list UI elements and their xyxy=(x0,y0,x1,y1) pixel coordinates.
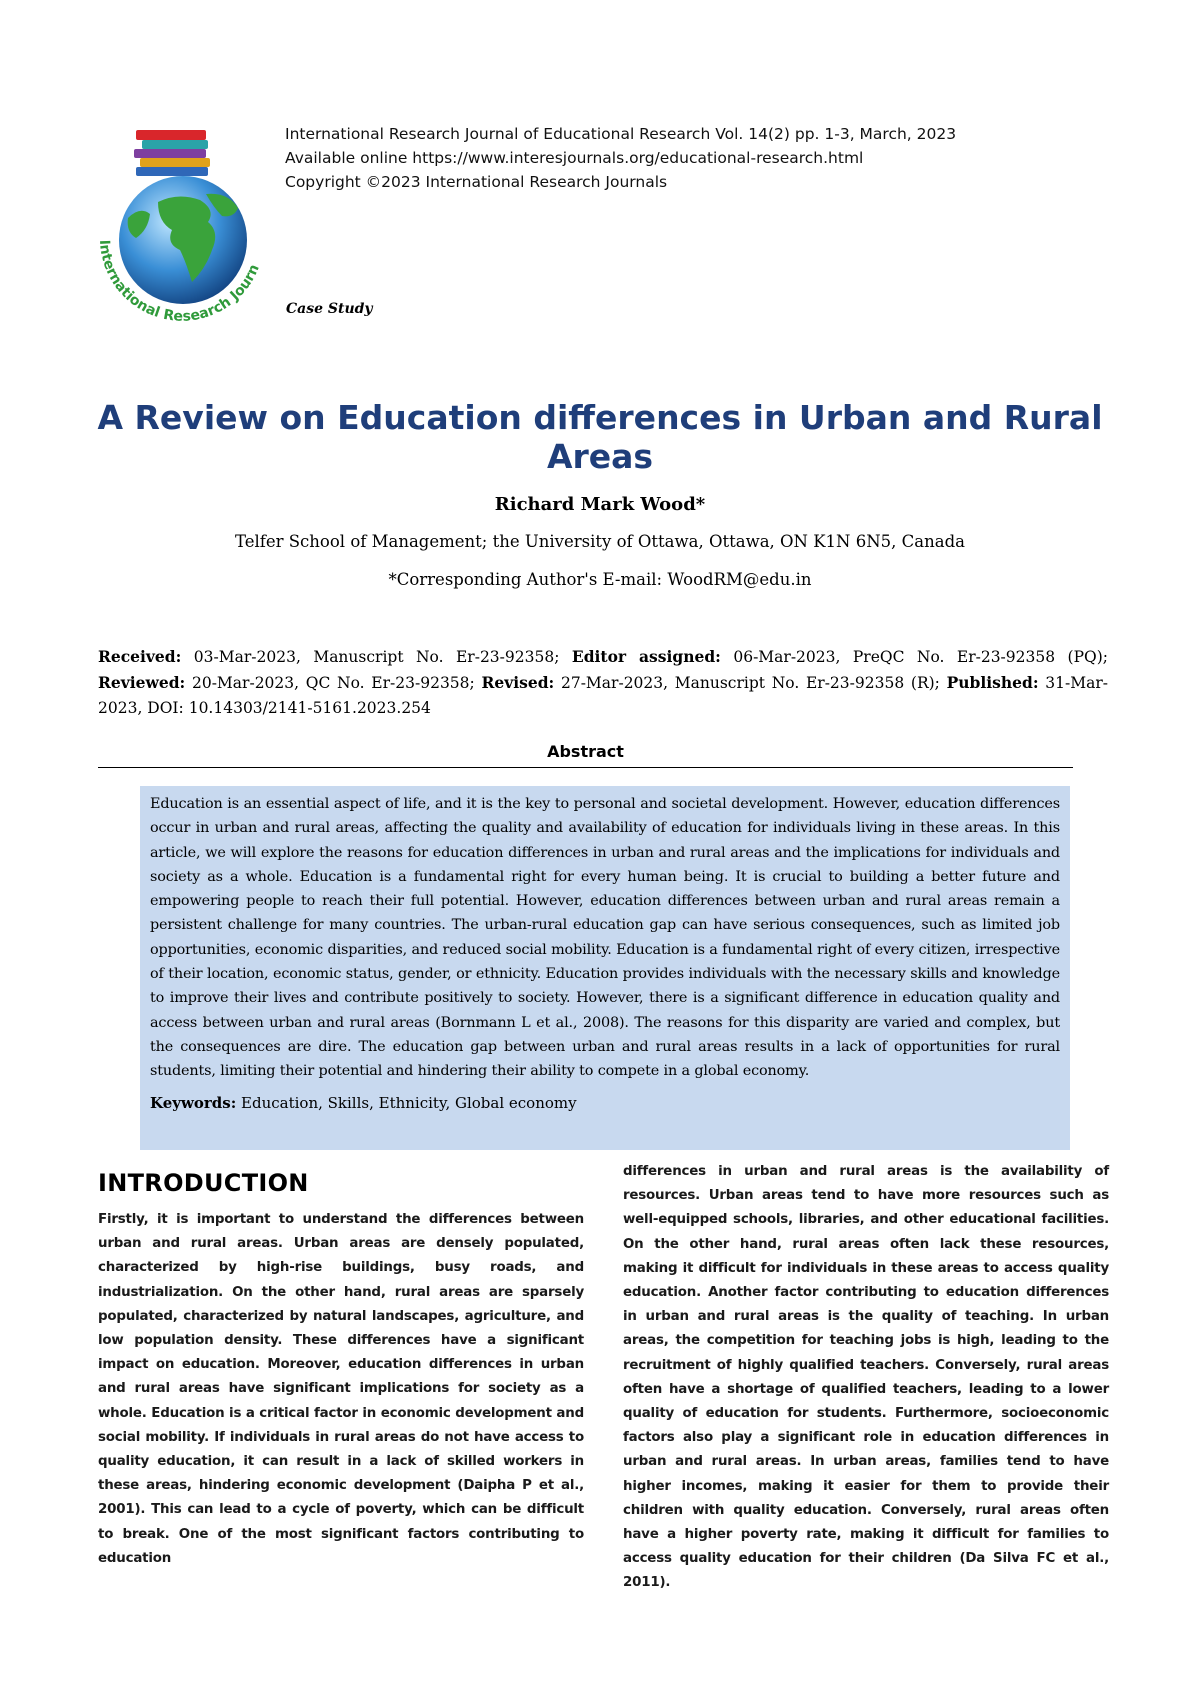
revised-label: Revised: xyxy=(481,673,555,692)
reviewed-label: Reviewed: xyxy=(98,673,186,692)
journal-url[interactable]: Available online https://www.interesjournals.org/educational-research.html xyxy=(285,149,864,167)
copyright-line: Copyright ©2023 International Research Journals xyxy=(285,173,668,191)
received-label: Received: xyxy=(98,647,182,666)
received-value: 03-Mar-2023, Manuscript No. Er-23-92358; xyxy=(181,648,572,666)
abstract-box xyxy=(140,786,1070,1150)
author-name: Richard Mark Wood* xyxy=(494,494,706,515)
journal-logo xyxy=(88,122,278,322)
keywords-value: Education, Skills, Ethnicity, Global economy xyxy=(236,1093,577,1112)
corresponding-email[interactable]: *Corresponding Author's E-mail: WoodRM@edu.in xyxy=(388,570,812,589)
published-value: 31-Mar-2023, DOI: 10.14303/2141-5161.2023.254 xyxy=(98,674,1109,717)
revised-value: 27-Mar-2023, Manuscript No. Er-23-92358 (R); xyxy=(554,674,947,692)
keywords xyxy=(150,1094,1060,1112)
logo-ring-text: International Research Journ xyxy=(95,239,263,322)
editor-value: 06-Mar-2023, PreQC No. Er-23-92358 (PQ); xyxy=(720,648,1108,666)
published-label: Published: xyxy=(946,673,1039,692)
reviewed-value: 20-Mar-2023, QC No. Er-23-92358; xyxy=(185,674,482,692)
author-affiliation: Telfer School of Management; the University of Ottawa, Ottawa, ON K1N 6N5, Canada xyxy=(234,532,965,551)
article-type: Case Study xyxy=(286,301,373,317)
body-right-column: differences in urban and rural areas is the availability of resources. Urban areas tend to have more resources such as well-equipped schools, libraries, and other educational facilities. On the other hand, rural areas often lack these resources, making it difficult for individuals in these areas to access quality education. Another factor contributing to education differences in urban and rural areas is the quality of teaching. In urban areas, the competition for teaching jobs is high, leading to the recruitment of highly qualified teachers. Conversely, rural areas often have a shortage of qualified teachers, leading to a lower quality of education for students. Furthermore, socioeconomic factors also play a significant role in education differences in urban and rural areas. In urban areas, families tend to have higher incomes, making it easier for them to provide their children with quality education. Conversely, rural areas often have a higher poverty rate, making it difficult for families to access quality education for their children (Da Silva FC et al., 2011). xyxy=(623,1164,1109,1591)
paper-title: A Review on Education differences in Urban and Rural Areas xyxy=(97,398,1103,476)
journal-info xyxy=(285,122,956,194)
keywords-label: Keywords: xyxy=(150,1093,237,1112)
journal-citation: International Research Journal of Educational Research Vol. 14(2) pp. 1-3, March, 2023 xyxy=(285,125,957,143)
globe-books-icon xyxy=(88,122,278,322)
introduction-heading: INTRODUCTION xyxy=(98,1169,309,1197)
manuscript-dates xyxy=(98,644,1108,721)
body-left-column: Firstly, it is important to understand the differences between urban and rural areas. Urban areas are densely populated, characterized by high-rise buildings, busy roads, and industrialization. On the other hand, rural areas are sparsely populated, characterized by natural landscapes, agriculture, and low population density. These differences have a significant impact on education. Moreover, education differences in urban and rural areas have significant implications for society as a whole. Education is a critical factor in economic development and social mobility. If individuals in rural areas do not have access to quality education, it can result in a lack of skilled workers in these areas, hindering economic development (Daipha P et al., 2001). This can lead to a cycle of poverty, which can be difficult to break. One of the most significant factors contributing to education xyxy=(98,1212,584,1566)
abstract-heading: Abstract xyxy=(98,742,1073,768)
abstract-text: Education is an essential aspect of life, and it is the key to personal and societal development. However, education differences occur in urban and rural areas, affecting the quality and availability of education for individuals living in these areas. In this article, we will explore the reasons for education differences in urban and rural areas and the implications for individuals and society as a whole. Education is a fundamental right for every human being. It is crucial to building a better future and empowering people to reach their full potential. However, education differences between urban and rural areas remain a persistent challenge for many countries. The urban-rural education gap can have serious consequences, such as limited job opportunities, economic disparities, and reduced social mobility. Education is a fundamental right of every citizen, irrespective of their location, economic status, gender, or ethnicity. Education provides individuals with the necessary skills and knowledge to improve their lives and contribute positively to society. However, there is a significant difference in education quality and access between urban and rural areas (Bornmann L et al., 2008). The reasons for this disparity are varied and complex, but the consequences are dire. The education gap between urban and rural areas results in a lack of opportunities for rural students, limiting their potential and hindering their ability to compete in a global economy. xyxy=(150,796,1060,1080)
editor-label: Editor assigned: xyxy=(571,647,721,666)
